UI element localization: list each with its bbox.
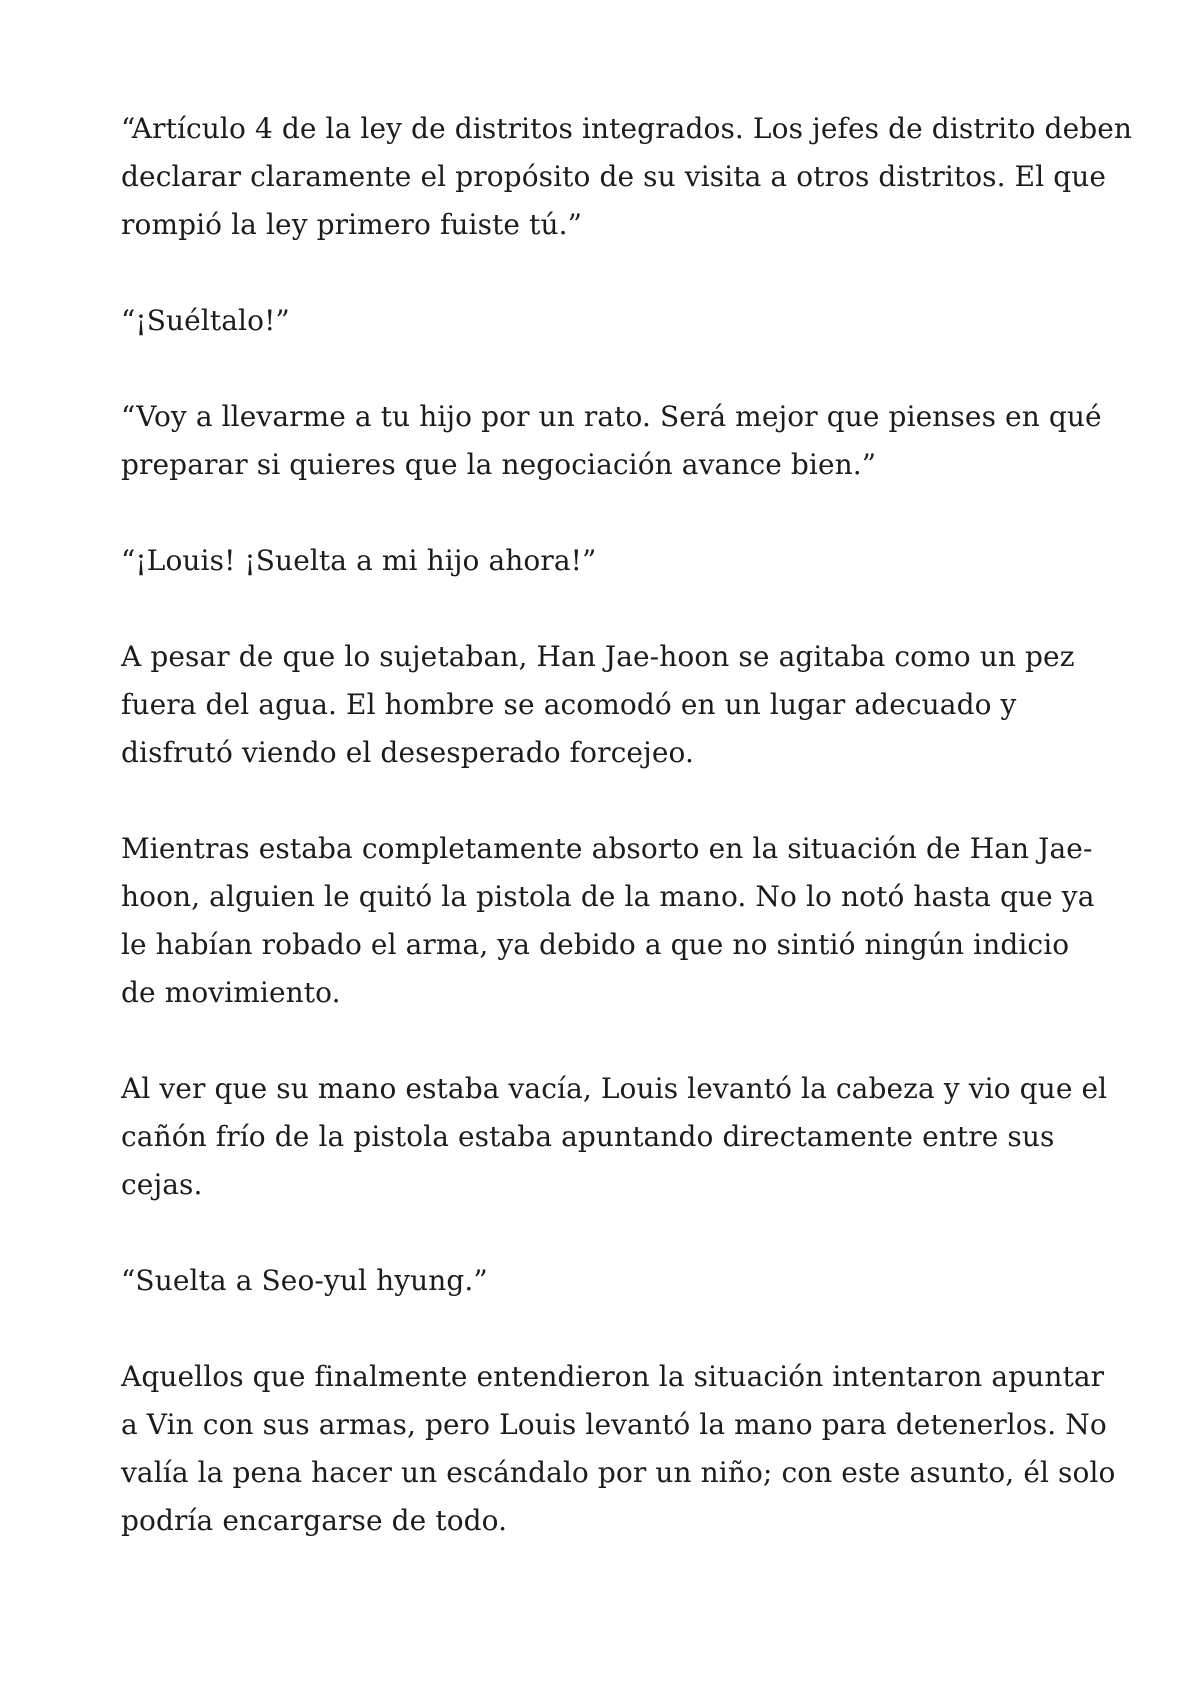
paragraph-line: Aquellos que finalmente entendieron la situación intentaron apuntar [121, 1360, 1105, 1393]
paragraph-4 [121, 537, 1101, 585]
paragraph-line: “Voy a llevarme a tu hijo por un rato. Será mejor que pienses en qué [121, 400, 1102, 433]
paragraph-line: Al ver que su mano estaba vacía, Louis levantó la cabeza y vio que el [121, 1072, 1108, 1105]
paragraph-line: disfrutó viendo el desesperado forcejeo. [121, 736, 694, 769]
paragraph-5 [121, 633, 1101, 777]
paragraph-line: preparar si quieres que la negociación avance bien.” [121, 448, 877, 481]
paragraph-7 [121, 1065, 1108, 1209]
paragraph-line: Mientras estaba completamente absorto en la situación de Han Jae- [121, 832, 1093, 865]
paragraph-line: valía la pena hacer un escándalo por un niño; con este asunto, él solo [121, 1456, 1116, 1489]
paragraph-line: hoon, alguien le quitó la pistola de la mano. No lo notó hasta que ya [121, 880, 1095, 913]
paragraph-line: A pesar de que lo sujetaban, Han Jae-hoon se agitaba como un pez [121, 640, 1075, 673]
paragraph-line: podría encargarse de todo. [121, 1504, 508, 1537]
paragraph-line: cejas. [121, 1168, 203, 1201]
paragraph-8 [121, 1257, 1101, 1305]
paragraph-line: de movimiento. [121, 976, 341, 1009]
paragraph-line: declarar claramente el propósito de su visita a otros distritos. El que [121, 160, 1107, 193]
paragraph-line: le habían robado el arma, ya debido a que no sintió ningún indicio [121, 928, 1070, 961]
paragraph-line: rompió la ley primero fuiste tú.” [121, 208, 582, 241]
paragraph-3 [121, 393, 1101, 489]
paragraph-9 [121, 1353, 1116, 1545]
paragraph-line: “¡Louis! ¡Suelta a mi hijo ahora!” [121, 544, 597, 577]
paragraph-line: “¡Suéltalo!” [121, 304, 290, 337]
paragraph-1 [121, 105, 1133, 249]
paragraph-6 [121, 825, 1101, 1017]
paragraph-2 [121, 297, 1101, 345]
paragraph-line: cañón frío de la pistola estaba apuntando directamente entre sus [121, 1120, 1055, 1153]
paragraph-line: fuera del agua. El hombre se acomodó en un lugar adecuado y [121, 688, 1017, 721]
paragraph-line: “Artículo 4 de la ley de distritos integrados. Los jefes de distrito deben [121, 112, 1133, 145]
document-page [121, 105, 1133, 1593]
paragraph-line: “Suelta a Seo-yul hyung.” [121, 1264, 488, 1297]
paragraph-line: a Vin con sus armas, pero Louis levantó la mano para detenerlos. No [121, 1408, 1107, 1441]
